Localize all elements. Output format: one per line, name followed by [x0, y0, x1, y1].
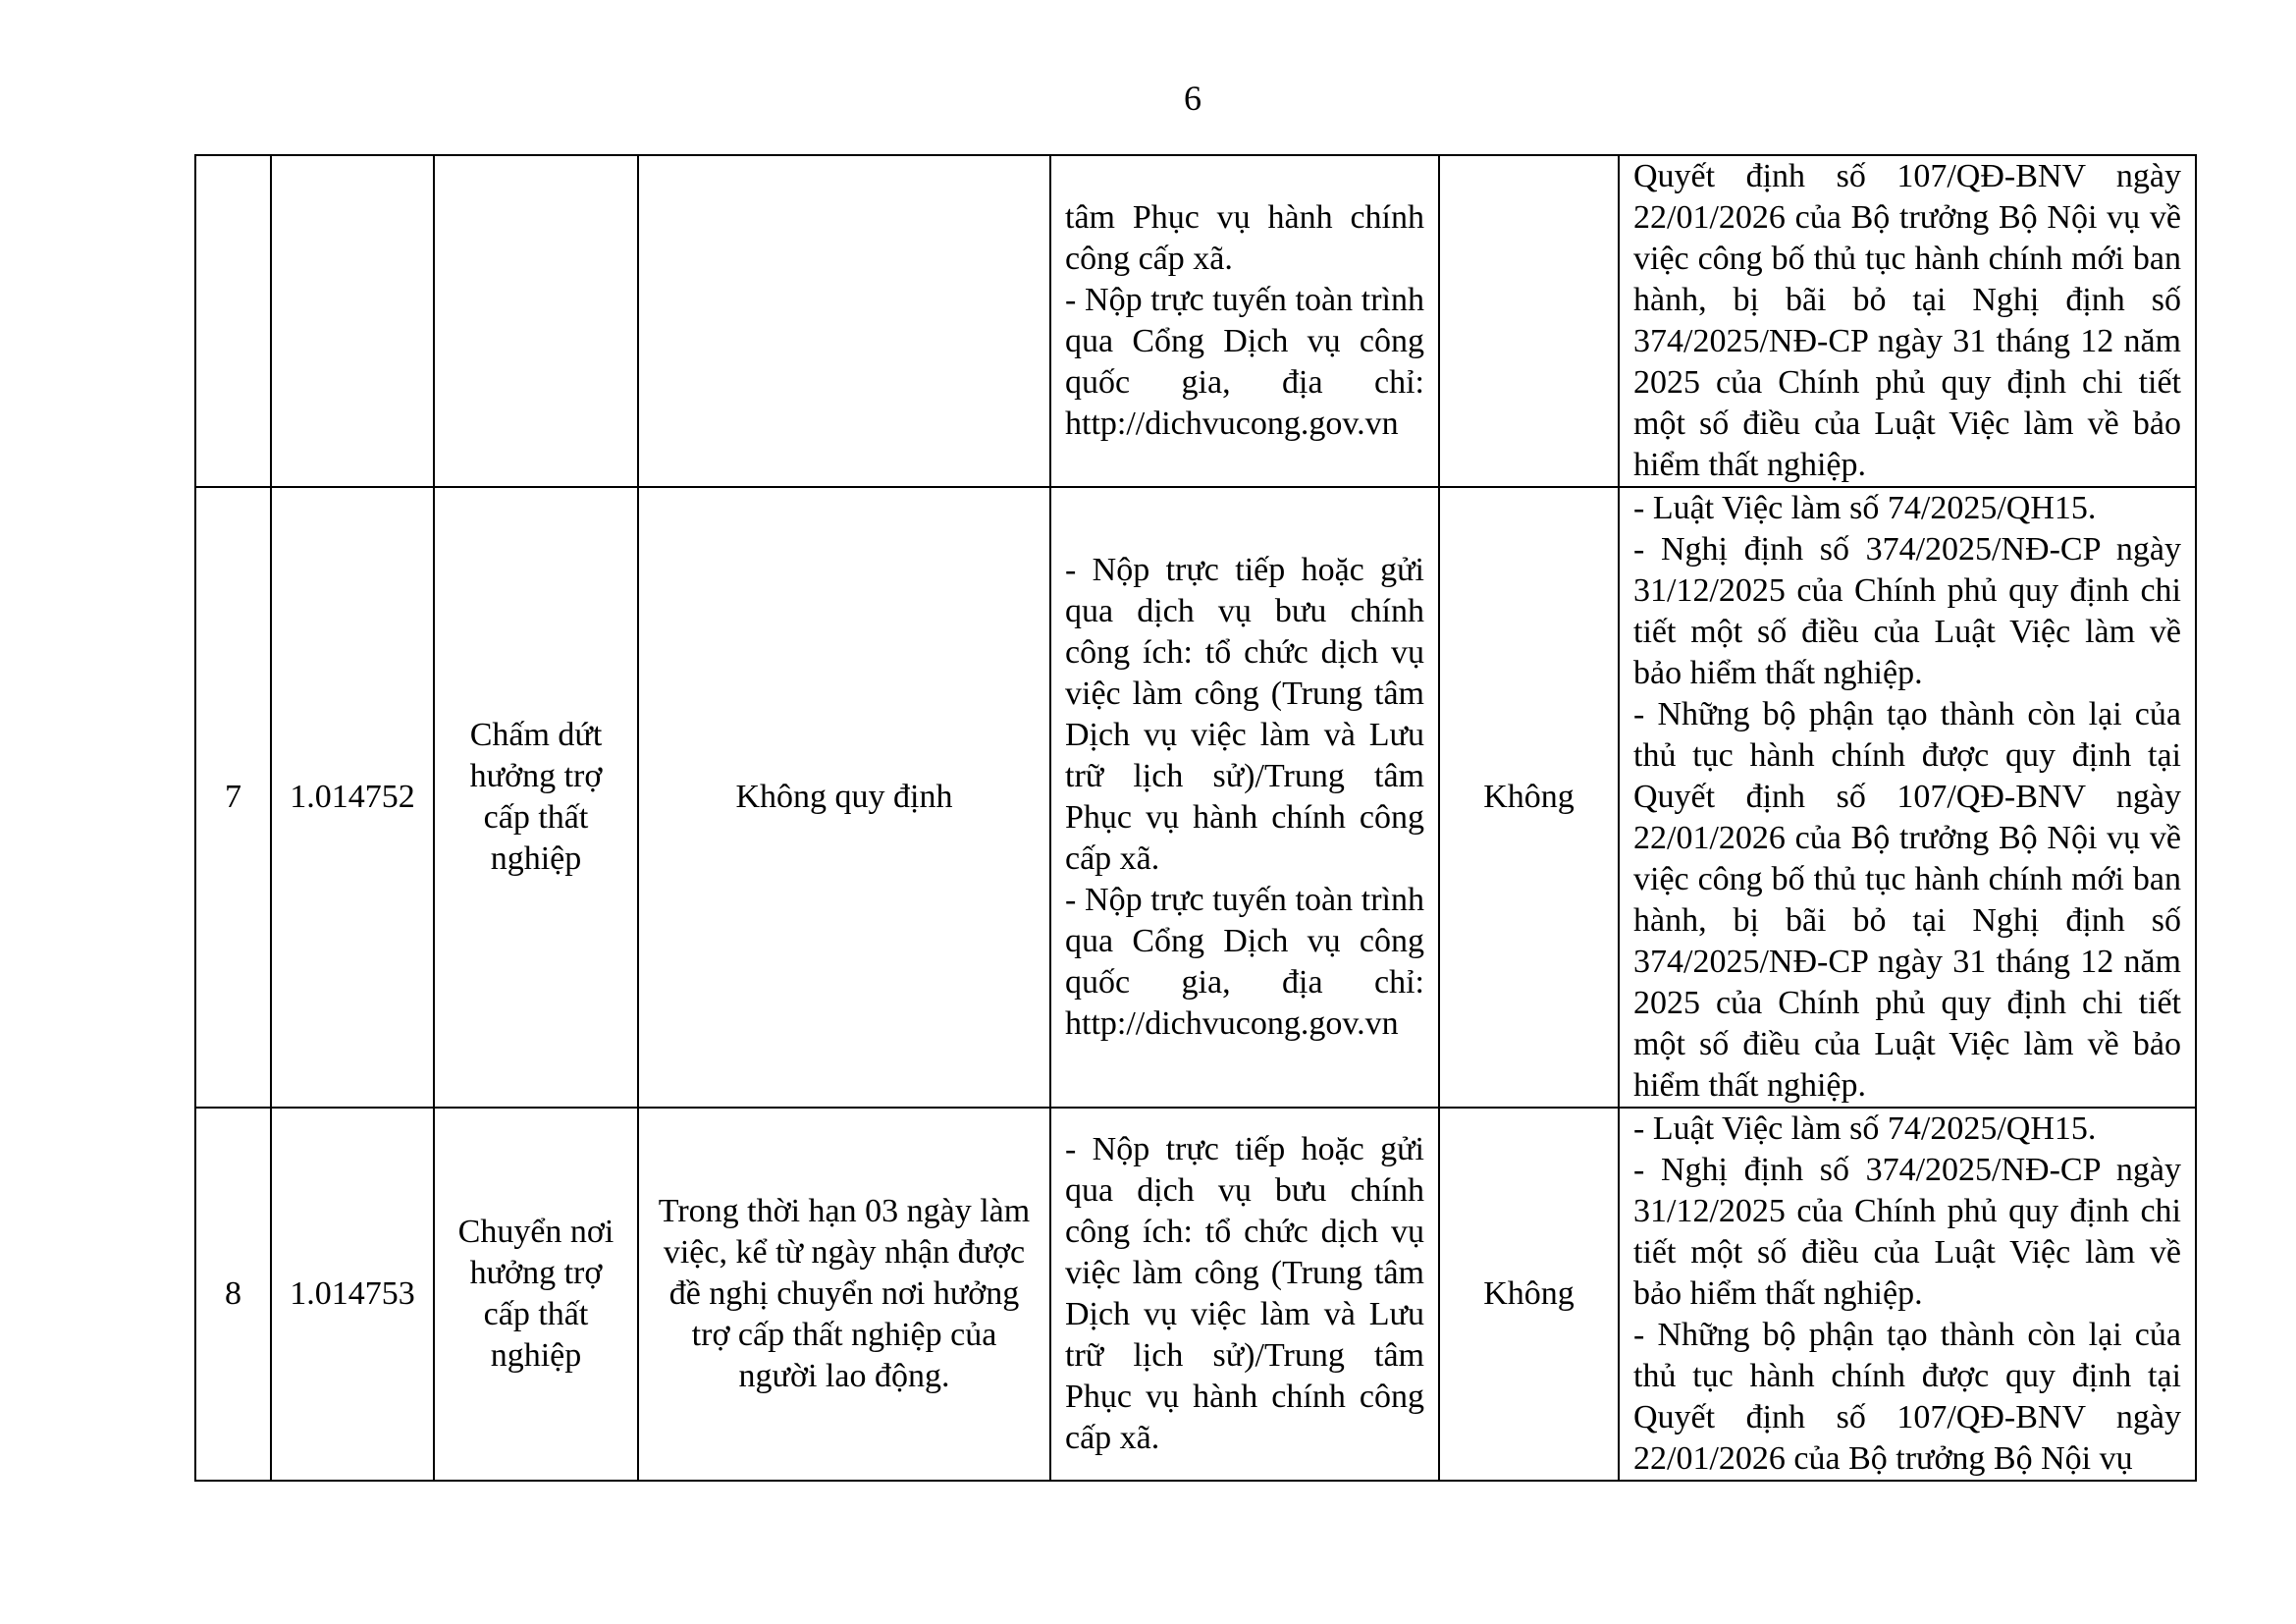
channel-text: - Nộp trực tuyến toàn trình qua Cổng Dịch vụ công quốc gia, địa chỉ: http://dichvucong.gov.vn: [1065, 282, 1424, 442]
legal-text: Quyết định số 107/QĐ-BNV ngày 22/01/2026 của Bộ trưởng Bộ Nội vụ về việc công bố thủ tục hành chính mới ban hành, bị bãi bỏ tại Nghị định số 374/2025/NĐ-CP ngày 31 tháng 12 năm 2025 của Chính phủ quy định chi tiết một số điều của Luật Việc làm về bảo hiểm thất nghiệp.: [1633, 158, 2181, 483]
legal-text: - Luật Việc làm số 74/2025/QH15.: [1633, 490, 2097, 526]
legal-text: - Những bộ phận tạo thành còn lại của thủ tục hành chính được quy định tại Quyết định số 107/QĐ-BNV ngày 22/01/2026 của Bộ trưởng Bộ Nội vụ về việc công bố thủ tục hành chính mới ban hành, bị bãi bỏ tại Nghị định số 374/2025/NĐ-CP ngày 31 tháng 12 năm 2025 của Chính phủ quy định chi tiết một số điều của Luật Việc làm về bảo hiểm thất nghiệp.: [1633, 696, 2181, 1104]
stt-cell: 8: [195, 1108, 271, 1481]
legal-text: - Nghị định số 374/2025/NĐ-CP ngày 31/12/2025 của Chính phủ quy định chi tiết một số điều của Luật Việc làm về bảo hiểm thất nghiệp.: [1633, 1152, 2181, 1312]
legal-basis-cell: [1619, 155, 2196, 487]
legal-text: - Nghị định số 374/2025/NĐ-CP ngày 31/12/2025 của Chính phủ quy định chi tiết một số điều của Luật Việc làm về bảo hiểm thất nghiệp.: [1633, 531, 2181, 691]
legal-basis-cell: [1619, 487, 2196, 1108]
table-row: [195, 487, 2196, 1108]
legal-basis-cell: [1619, 1108, 2196, 1481]
submission-channel-cell: [1050, 155, 1439, 487]
channel-text: - Nộp trực tuyến toàn trình qua Cổng Dịch vụ công quốc gia, địa chỉ: http://dichvucong.gov.vn: [1065, 882, 1424, 1042]
fee-cell: [1439, 155, 1619, 487]
procedure-name-cell: Chấm dứt hưởng trợ cấp thất nghiệp: [434, 487, 638, 1108]
legal-text: - Luật Việc làm số 74/2025/QH15.: [1633, 1110, 2097, 1147]
page-number: 6: [1184, 79, 1201, 118]
procedure-name-cell: Chuyển nơi hưởng trợ cấp thất nghiệp: [434, 1108, 638, 1481]
channel-text: - Nộp trực tiếp hoặc gửi qua dịch vụ bưu chính công ích: tổ chức dịch vụ việc làm công (Trung tâm Dịch vụ việc làm và Lưu trữ lịch sử)/Trung tâm Phục vụ hành chính công cấp xã.: [1065, 1131, 1424, 1456]
time-limit-cell: [638, 155, 1050, 487]
table-row: [195, 1108, 2196, 1481]
legal-text: - Những bộ phận tạo thành còn lại của thủ tục hành chính được quy định tại Quyết định số 107/QĐ-BNV ngày 22/01/2026 của Bộ trưởng Bộ Nội vụ: [1633, 1317, 2181, 1477]
channel-text: tâm Phục vụ hành chính công cấp xã.: [1065, 199, 1424, 277]
code-cell: 1.014753: [271, 1108, 434, 1481]
fee-cell: Không: [1439, 487, 1619, 1108]
table-row: [195, 155, 2196, 487]
stt-cell: [195, 155, 271, 487]
time-limit-cell: Trong thời hạn 03 ngày làm việc, kể từ ngày nhận được đề nghị chuyển nơi hưởng trợ cấp thất nghiệp của người lao động.: [638, 1108, 1050, 1481]
procedure-name-cell: [434, 155, 638, 487]
submission-channel-cell: [1050, 487, 1439, 1108]
submission-channel-cell: [1050, 1108, 1439, 1481]
procedures-table: [194, 154, 2197, 1482]
channel-text: - Nộp trực tiếp hoặc gửi qua dịch vụ bưu chính công ích: tổ chức dịch vụ việc làm công (Trung tâm Dịch vụ việc làm và Lưu trữ lịch sử)/Trung tâm Phục vụ hành chính công cấp xã.: [1065, 552, 1424, 877]
code-cell: [271, 155, 434, 487]
code-cell: 1.014752: [271, 487, 434, 1108]
fee-cell: Không: [1439, 1108, 1619, 1481]
stt-cell: 7: [195, 487, 271, 1108]
time-limit-cell: Không quy định: [638, 487, 1050, 1108]
